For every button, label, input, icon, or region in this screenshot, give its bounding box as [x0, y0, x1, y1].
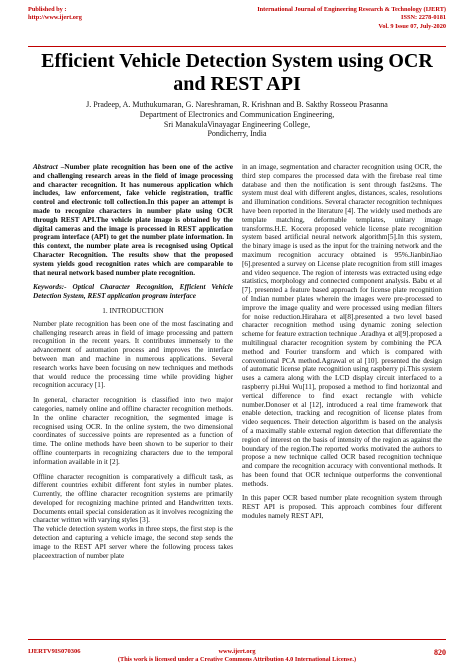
paragraph: The vehicle detection system works in three steps, the first step is the detection and capturing a vehicle image, the second step sends the image to the REST API server where the following process takes placeextraction of number plate: [33, 525, 233, 560]
paper-title: Efficient Vehicle Detection System using OCR and REST API: [41, 50, 433, 95]
abstract: [33, 163, 233, 277]
header-left: [28, 6, 82, 23]
keywords: [33, 283, 233, 301]
paragraph: Number plate recognition has been one of the most fascinating and challenging research areas in field of image processing and pattern recognition in the recent years. It contributes immensely to the advancement of automation process and improves the interface between man and machine in numerous applications. Several research works have been focusing on new techniques and methods that would reduce the processing time while providing higher recognition accuracy [1].: [33, 319, 233, 390]
author-location: Pondicherry, India: [207, 129, 267, 139]
page-footer: [28, 638, 446, 664]
abstract-text: –Number plate recognition has been one of the active and challenging research areas in the field of image processing and character recognition. It has numerous application which includes, law enforcement, fake vehicle registration, traffic control and electronic toll collection.In this paper an attempt is made to recognize characters in number plate using OCR through REST API.The vehicle plate image is obtained by the digital cameras and the image is processed in REST application program interface (API) to get the number plate information. In this context, the number plate area is recognised using Optical Character Recognition. The results show that the proposed system yields good recognition rates which are comparable to that neural network based number plate recognition.: [33, 163, 233, 277]
author-block: [28, 100, 446, 139]
footer-center: [28, 648, 446, 664]
license-note: (This work is licensed under a Creative Commons Attribution 4.0 International License.): [117, 656, 357, 663]
published-by-label: Published by :: [28, 6, 67, 13]
volume-issue: Vol. 9 Issue 07, July-2020: [378, 22, 446, 30]
page-header: [28, 6, 446, 50]
paragraph: in an image, segmentation and character recognition using OCR, the third step compares the processed data with the firebase real time database and then the notification is sent through fast2sms. The system must deal with different angles, distances, scales, resolutions and illumination conditions. Several character recognition techniques have been reported in the literature [4]. The widely used methods are template matching, deformable templates, unitary image transforms.H.E. Kocera proposed vehicle license plate recognition system based artificial neural network algorithm[5].In this system, the binary image is used as the input for the training network and the maximum recognition accuracy obtained is 95%.JianbinJiao [6].presented a survey on License plate recognition from still images and video sequence. The region of interests was extracted using edge statistics, morphology and connected component analysis. Babu et al [7]. presented a feature based approach for license plate recognition of Indian number plates wherein the images were pre-processed to improve the image quality and were processed using median filters for noise reduction.Hirahara et al[8].presented a two level based character recognition method using dynamic zoning selection scheme for feature extraction technique .Aradhya et al[9].proposed a multilingual character recognition system by combining the PCA method and Fourier transform and which is compared with conventional PCA method.Agrawal et al [10]. presented the design of automatic license plate recognition using raspberry pi.This system uses a camera along with the LCD display circuit interfaced to a raspberry pi.Hui Wu[11], proposed a method to find horizontal and vertical difference to find exact rectangle with vehicle number.Donoser et al [12], introduced a real time framework that enable detection, tracking and recognition of license plates from video sequences. Their detection algorithm is based on the analysis of a maximally stable external region detection that differentiate the region of interest on the basis of intensity of the region as against the boundary of the region.The reported works motivated the authors to propose a new technique called OCR based recognition technique and compare the recognition accuracy with conventional methods. It has been found that OCR technique outperforms the conventional methods.: [242, 163, 442, 488]
author-department: Department of Electronics and Communication Engineering,: [139, 109, 335, 119]
header-website-link[interactable]: http://www.ijert.org: [28, 14, 82, 22]
page-number: 820: [434, 648, 446, 657]
section-heading-introduction: 1. INTRODUCTION: [102, 306, 164, 315]
paragraph: In this paper OCR based number plate recognition system through REST API is proposed. This approach combines four different modules namely REST API,: [242, 494, 442, 521]
author-college: Sri ManakulaVinayagar Engineering College,: [163, 119, 311, 129]
right-column: [242, 163, 442, 527]
paragraph: Offline character recognition is comparatively a difficult task, as different countries exhibit different font styles in number plates. Currently, the offline character recognition systems are primarily developed for recognizing machine printed and Handwritten texts. Documents entail special consideration as it involves recognizing the character written with varying styles [3].: [33, 472, 233, 525]
left-column: [33, 163, 233, 566]
author-names: J. Pradeep, A. Muthukumaran, G. Nareshraman, R. Krishnan and B. Sakthy Rosseou Prasanna: [86, 100, 388, 109]
journal-name: International Journal of Engineering Research & Technology (IJERT): [257, 6, 446, 13]
header-rule: [28, 46, 446, 47]
issn: ISSN: 2278-0181: [401, 14, 446, 22]
keywords-text: :- Optical Character Recognition, Efficient Vehicle Detection System, REST application program interface: [33, 283, 233, 301]
header-right: [257, 6, 446, 31]
paragraph: In general, character recognition is classified into two major categories, namely online and offline character recognition methods. In the online character recognition, the segmented image is recognised using OCR. In the online system, the two dimensional coordinates of successive points are represented as a function of time. The online methods have been shown to be superior to their offline counterparts in recognizing characters due to the temporal information available in it [2].: [33, 396, 233, 466]
footer-website-link[interactable]: www.ijert.org: [218, 648, 256, 655]
abstract-label: Abstract: [33, 163, 58, 171]
paper-id: IJERTV9IS070306: [28, 648, 81, 655]
keywords-label: Keywords: [33, 283, 62, 292]
